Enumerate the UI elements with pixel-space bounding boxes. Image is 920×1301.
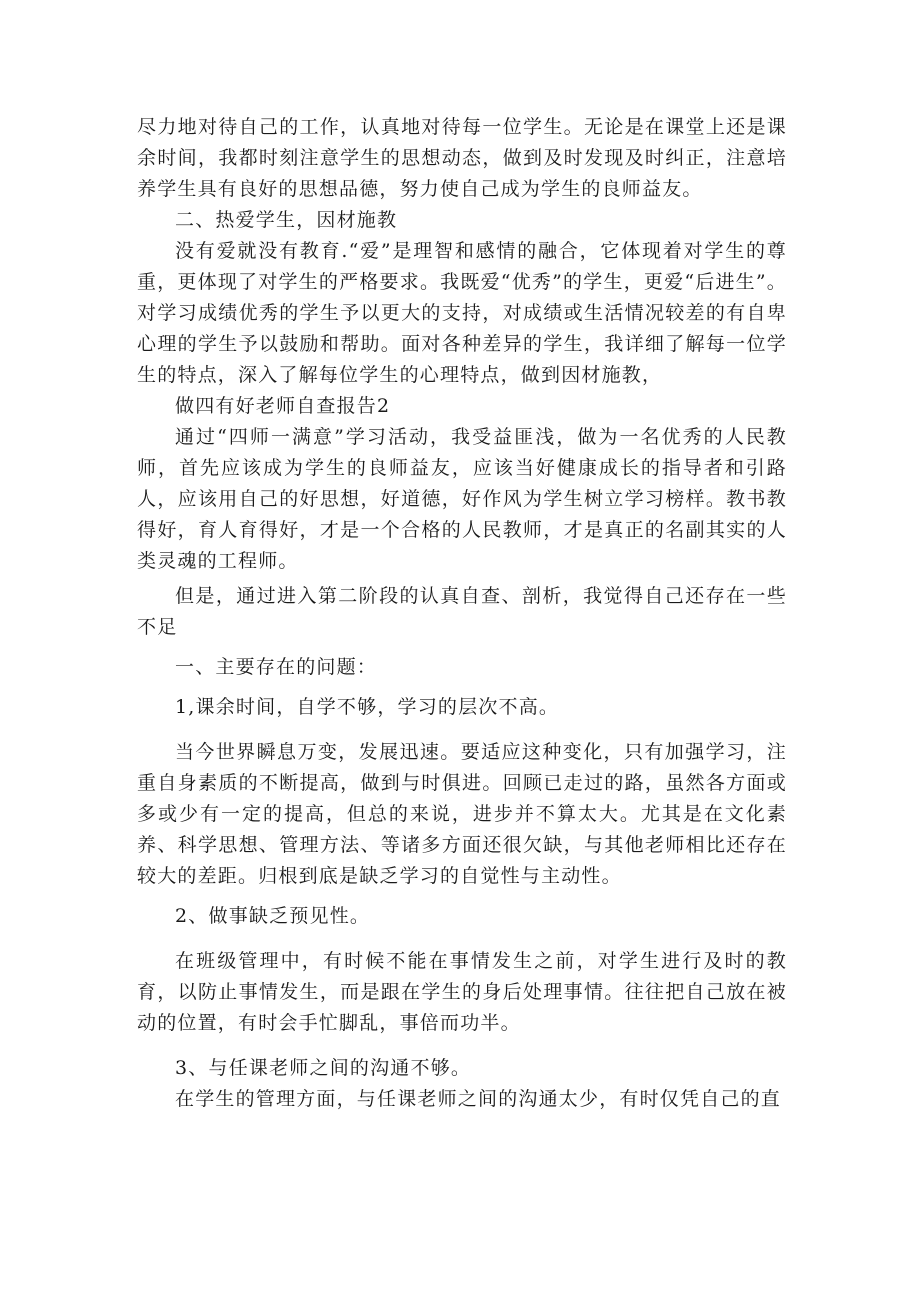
- problem-heading-3: 3、与任课老师之间的沟通不够。: [175, 1057, 472, 1079]
- paragraph-continuation: 尽力地对待自己的工作，认真地对待每一位学生。无论是在课堂上还是课余时间，我都时刻注意学生的思想动态，做到及时发现及时纠正，注意培养学生具有良好的思想品德，努力使自己成为学生的良师益友。: [137, 116, 787, 200]
- section-heading-problems: 一、主要存在的问题：: [175, 656, 378, 678]
- paragraph-love-education: 没有爱就没有教育.“爱”是理智和感情的融合，它体现着对学生的尊重，更体现了对学生的严格要求。我既爱“优秀”的学生，更爱“后进生”。对学习成绩优秀的学生予以更大的支持，对成绩或生活情况较差的有自卑心理的学生予以鼓励和帮助。面对各种差异的学生，我详细了解每一位学生的特点，深入了解每位学生的心理特点，做到因材施教，: [137, 240, 787, 386]
- paragraph-problem-3: 在学生的管理方面，与任课老师之间的沟通太少，有时仅凭自己的直: [175, 1088, 782, 1110]
- paragraph-study-activity: 通过“四师一满意”学习活动，我受益匪浅，做为一名优秀的人民教师，首先应该成为学生的良师益友，应该当好健康成长的指导者和引路人，应该用自己的好思想，好道德，好作风为学生树立学习榜样。教书教得好，育人育得好，才是一个合格的人民教师，才是真正的名副其实的人类灵魂的工程师。: [137, 426, 787, 572]
- problem-heading-2: 2、做事缺乏预见性。: [175, 905, 371, 927]
- section-heading-love-students: 二、热爱学生，因材施教: [175, 209, 398, 231]
- report-title-2: 做四有好老师自查报告2: [175, 395, 391, 417]
- problem-heading-1: 1,课余时间，自学不够，学习的层次不高。: [175, 696, 560, 718]
- paragraph-self-check: 但是，通过进入第二阶段的认真自查、剖析，我觉得自己还存在一些不足: [137, 585, 787, 638]
- paragraph-problem-1: 当今世界瞬息万变，发展迅速。要适应这种变化，只有加强学习，注重自身素质的不断提高，做到与时俱进。回顾已走过的路，虽然各方面或多或少有一定的提高，但总的来说，进步并不算太大。尤其是在文化素养、科学思想、管理方法、等诸多方面还很欠缺，与其他老师相比还存在较大的差距。归根到底是缺乏学习的自觉性与主动性。: [137, 741, 787, 887]
- paragraph-problem-2: 在班级管理中，有时候不能在事情发生之前，对学生进行及时的教育，以防止事情发生，而是跟在学生的身后处理事情。往往把自己放在被动的位置，有时会手忙脚乱，事倍而功半。: [137, 950, 787, 1034]
- document-body: [137, 112, 787, 1115]
